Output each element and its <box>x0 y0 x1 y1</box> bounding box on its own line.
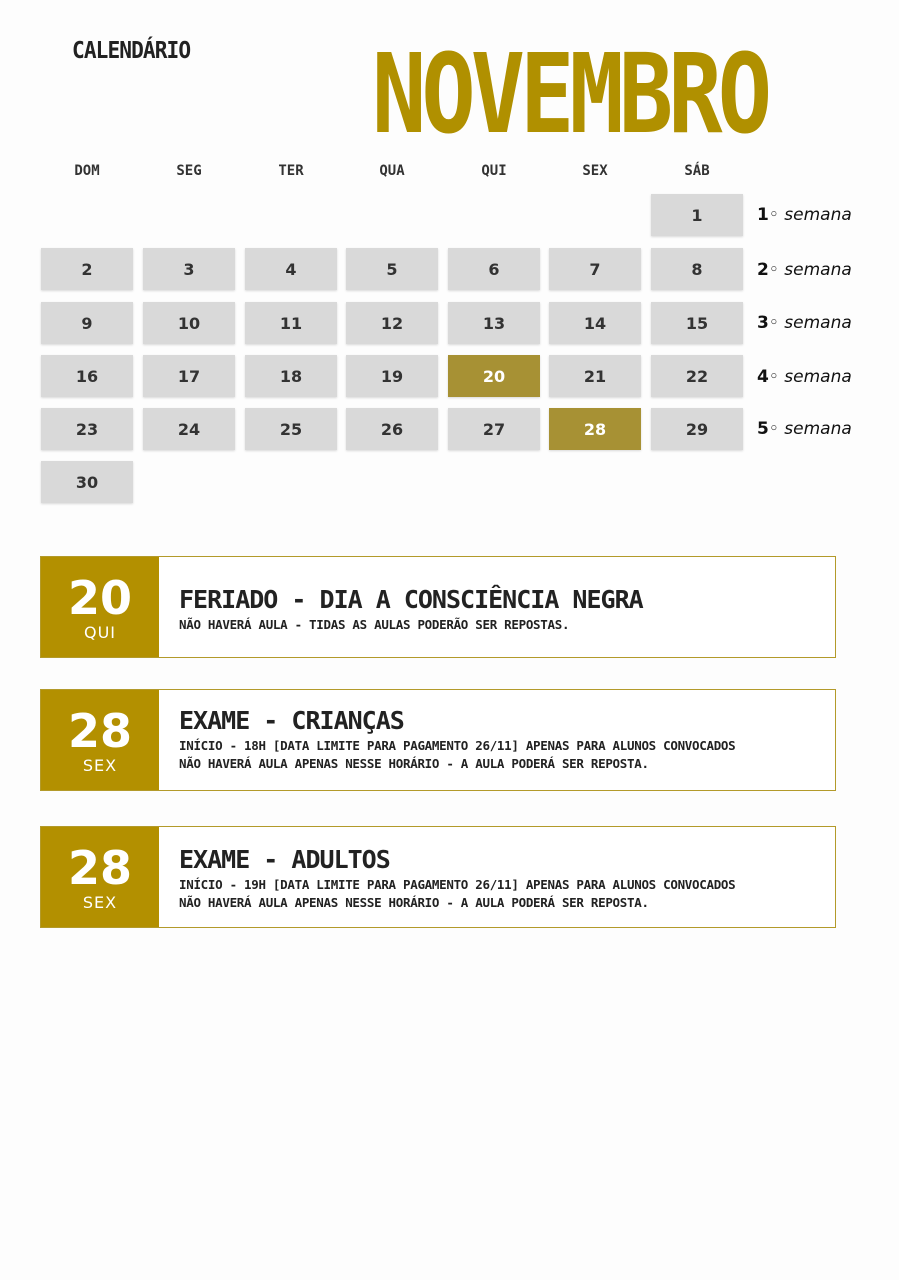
calendar-day-10: 10 <box>143 302 235 344</box>
week-label-5: 5◦ semana <box>757 419 852 439</box>
week-label-4: 4◦ semana <box>757 367 852 387</box>
weekday-wed: QUA <box>379 163 405 179</box>
event-title: EXAME - ADULTOS <box>179 845 390 874</box>
event-weekday: QUI <box>83 623 117 642</box>
calendar-day-9: 9 <box>41 302 133 344</box>
event-line-2: NÃO HAVERÁ AULA APENAS NESSE HORÁRIO - A AULA PODERÁ SER REPOSTA. <box>179 756 649 771</box>
calendar-day-16: 16 <box>41 355 133 397</box>
calendar-day-3: 3 <box>143 248 235 290</box>
event-card-holiday <box>40 556 836 658</box>
event-date-box <box>41 557 159 657</box>
calendar-day-25: 25 <box>245 408 337 450</box>
event-line-2: NÃO HAVERÁ AULA APENAS NESSE HORÁRIO - A AULA PODERÁ SER REPOSTA. <box>179 895 649 910</box>
week-label-1: 1◦ semana <box>757 205 852 225</box>
event-title: FERIADO - DIA A CONSCIÊNCIA NEGRA <box>179 585 643 614</box>
calendar-day-29: 29 <box>651 408 743 450</box>
calendar-day-21: 21 <box>549 355 641 397</box>
calendar-day-5: 5 <box>346 248 438 290</box>
week-label-3: 3◦ semana <box>757 313 852 333</box>
weekday-fri: SEX <box>582 163 608 179</box>
weekday-mon: SEG <box>176 163 202 179</box>
event-day-number: 28 <box>67 841 132 895</box>
event-line-1: NÃO HAVERÁ AULA - TIDAS AS AULAS PODERÃO SER REPOSTAS. <box>179 617 570 632</box>
event-line-1: INÍCIO - 18H [DATA LIMITE PARA PAGAMENTO 26/11] APENAS PARA ALUNOS CONVOCADOS <box>179 738 736 753</box>
event-card-exam-kids <box>40 689 836 791</box>
event-day-number: 28 <box>67 704 132 758</box>
event-date-box <box>41 690 159 790</box>
calendar-day-4: 4 <box>245 248 337 290</box>
calendar-day-19: 19 <box>346 355 438 397</box>
weekday-tue: TER <box>278 163 304 179</box>
calendar-day-1: 1 <box>651 194 743 236</box>
weekday-thu: QUI <box>481 163 507 179</box>
event-date-box <box>41 827 159 927</box>
calendar-day-23: 23 <box>41 408 133 450</box>
calendar-day-7: 7 <box>549 248 641 290</box>
calendar-day-6: 6 <box>448 248 540 290</box>
event-weekday: SEX <box>82 893 118 912</box>
week-label-2: 2◦ semana <box>757 260 852 280</box>
calendar-day-14: 14 <box>549 302 641 344</box>
month-title: NOVEMBRO <box>372 30 768 158</box>
calendar-day-30: 30 <box>41 461 133 503</box>
calendar-day-12: 12 <box>346 302 438 344</box>
weekday-sat: SÁB <box>684 163 710 179</box>
calendar-day-17: 17 <box>143 355 235 397</box>
calendar-day-28: 28 <box>549 408 641 450</box>
calendar-day-13: 13 <box>448 302 540 344</box>
event-line-1: INÍCIO - 19H [DATA LIMITE PARA PAGAMENTO 26/11] APENAS PARA ALUNOS CONVOCADOS <box>179 877 736 892</box>
event-weekday: SEX <box>82 756 118 775</box>
calendar-day-20: 20 <box>448 355 540 397</box>
calendar-day-27: 27 <box>448 408 540 450</box>
calendar-day-26: 26 <box>346 408 438 450</box>
calendar-day-15: 15 <box>651 302 743 344</box>
calendar-day-2: 2 <box>41 248 133 290</box>
calendar-day-11: 11 <box>245 302 337 344</box>
calendar-day-22: 22 <box>651 355 743 397</box>
calendar-day-18: 18 <box>245 355 337 397</box>
weekday-sun: DOM <box>74 163 100 179</box>
calendar-label: CALENDÁRIO <box>72 38 191 64</box>
calendar-day-24: 24 <box>143 408 235 450</box>
calendar-day-8: 8 <box>651 248 743 290</box>
event-card-exam-adults <box>40 826 836 928</box>
event-title: EXAME - CRIANÇAS <box>179 706 404 735</box>
event-day-number: 20 <box>67 571 132 625</box>
